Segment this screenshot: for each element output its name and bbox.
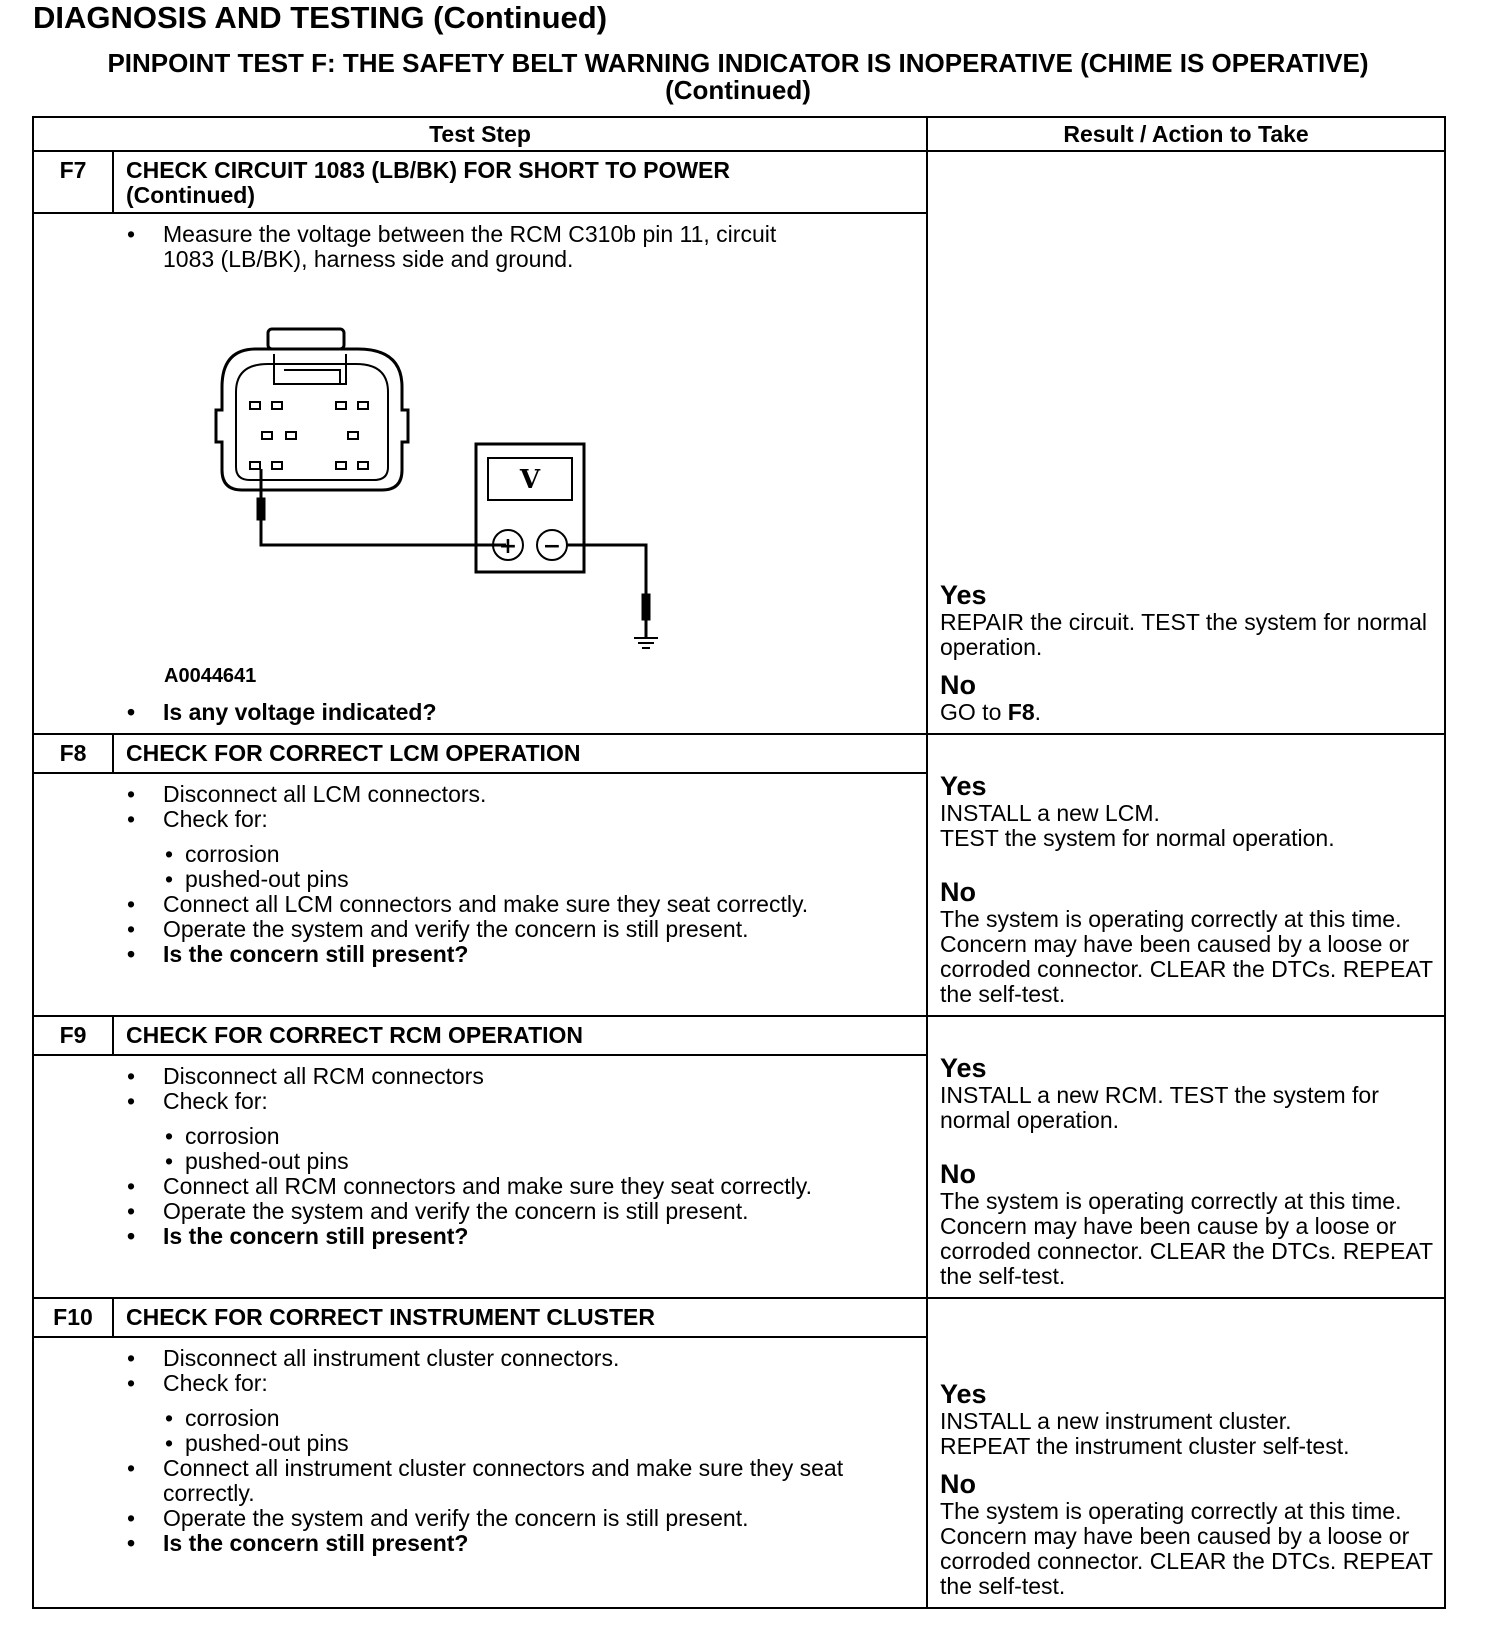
step-title-f9: CHECK FOR CORRECT RCM OPERATION bbox=[113, 1016, 927, 1055]
step-f10-title-row bbox=[33, 1298, 1445, 1337]
negative-lead bbox=[567, 545, 650, 638]
step-f9-bullet-4: • Operate the system and verify the concern is still present. bbox=[126, 1199, 916, 1224]
page-title: DIAGNOSIS AND TESTING (Continued) bbox=[33, 0, 608, 35]
step-f8-sub-1: • corrosion bbox=[163, 842, 916, 867]
step-f10-sub-1: • corrosion bbox=[163, 1406, 916, 1431]
result-f10-yes-label: Yes bbox=[940, 1379, 987, 1409]
plus-terminal-icon: + bbox=[498, 534, 518, 559]
result-f7-no-label: No bbox=[940, 670, 977, 700]
result-f7-no-ref: F8 bbox=[1007, 699, 1035, 725]
step-f8-title-row bbox=[33, 734, 1445, 773]
step-f8-sub-2: • pushed-out pins bbox=[163, 867, 916, 892]
result-f9-yes-label: Yes bbox=[940, 1053, 987, 1083]
step-f9-title-row bbox=[33, 1016, 1445, 1055]
step-f7-question: • Is any voltage indicated? bbox=[126, 700, 916, 725]
step-f10-bullet-1: • Disconnect all instrument cluster connectors. bbox=[126, 1346, 916, 1371]
step-f10-sub-2: • pushed-out pins bbox=[163, 1431, 916, 1456]
step-title-f7-line1: CHECK CIRCUIT 1083 (LB/BK) FOR SHORT TO POWER bbox=[126, 157, 730, 183]
step-f10-bullets bbox=[46, 1346, 916, 1556]
header-result-action: Result / Action to Take bbox=[927, 117, 1445, 151]
result-f8 bbox=[927, 734, 1445, 1016]
step-f8-sublist bbox=[163, 842, 916, 892]
result-f10-yes-line2: REPEAT the instrument cluster self-test. bbox=[940, 1433, 1350, 1459]
pinpoint-test-title bbox=[33, 50, 1443, 104]
step-id-f10: F10 bbox=[33, 1298, 113, 1337]
step-f9-bullet-1: • Disconnect all RCM connectors bbox=[126, 1064, 916, 1089]
diagram-svg bbox=[46, 272, 846, 692]
step-title-f10: CHECK FOR CORRECT INSTRUMENT CLUSTER bbox=[113, 1298, 927, 1337]
step-f8-bullet-2 bbox=[126, 807, 916, 892]
result-f7 bbox=[927, 151, 1445, 734]
result-f9 bbox=[927, 1016, 1445, 1298]
minus-terminal-icon: − bbox=[542, 534, 562, 559]
step-id-f7: F7 bbox=[33, 151, 113, 213]
step-f10-sublist bbox=[163, 1406, 916, 1456]
step-body-f7 bbox=[33, 213, 927, 734]
result-f7-no-text bbox=[940, 700, 1436, 725]
step-f10-bullet-4: • Operate the system and verify the concern is still present. bbox=[126, 1506, 916, 1531]
connector-icon bbox=[216, 329, 408, 490]
pinpoint-title-line2: (Continued) bbox=[665, 75, 811, 105]
voltmeter-icon bbox=[476, 444, 584, 572]
step-f8-bullet-3: • Connect all LCM connectors and make sure they seat correctly. bbox=[126, 892, 916, 917]
step-f7-title-row bbox=[33, 151, 1445, 213]
step-body-f9 bbox=[33, 1055, 927, 1299]
pinpoint-test-table bbox=[32, 116, 1446, 1609]
step-f8-question: • Is the concern still present? bbox=[126, 942, 916, 967]
step-f9-sub-2: • pushed-out pins bbox=[163, 1149, 916, 1174]
result-f10 bbox=[927, 1298, 1445, 1608]
result-f9-no-label: No bbox=[940, 1159, 977, 1189]
result-f10-no-label: No bbox=[940, 1469, 977, 1499]
step-title-f7 bbox=[113, 151, 927, 213]
result-f8-yes-line2: TEST the system for normal operation. bbox=[940, 825, 1335, 851]
result-f9-yes-text: INSTALL a new RCM. TEST the system for normal operation. bbox=[940, 1082, 1379, 1133]
result-f8-yes-line1: INSTALL a new LCM. bbox=[940, 800, 1160, 826]
step-body-f8 bbox=[33, 773, 927, 1017]
step-title-f7-line2: (Continued) bbox=[126, 182, 256, 208]
pinpoint-title-line1: PINPOINT TEST F: THE SAFETY BELT WARNING INDICATOR IS INOPERATIVE (CHIME IS OPERATIVE) bbox=[107, 48, 1369, 78]
step-f9-question: • Is the concern still present? bbox=[126, 1224, 916, 1249]
connector-voltmeter-diagram bbox=[46, 272, 916, 692]
voltmeter-label: V bbox=[519, 465, 541, 495]
result-f7-no-suffix: . bbox=[1034, 699, 1041, 725]
step-f10-bullet-3: • Connect all instrument cluster connectors and make sure they seat correctly. bbox=[126, 1456, 916, 1506]
step-f7-bullets bbox=[46, 222, 916, 272]
result-f8-yes-label: Yes bbox=[940, 771, 987, 801]
step-f9-bullet-3: • Connect all RCM connectors and make sure they seat correctly. bbox=[126, 1174, 916, 1199]
step-f8-bullet-4: • Operate the system and verify the concern is still present. bbox=[126, 917, 916, 942]
step-f7-bullet-1-line2: 1083 (LB/BK), harness side and ground. bbox=[163, 246, 574, 272]
step-body-f10 bbox=[33, 1337, 927, 1608]
result-f10-no-text: The system is operating correctly at this time. Concern may have been caused by a loose or corroded connector. CLEAR the DTCs. REPEAT the self-test. bbox=[940, 1498, 1433, 1599]
result-f9-no-text: The system is operating correctly at this time. Concern may have been cause by a loose or corroded connector. CLEAR the DTCs. REPEAT the self-test. bbox=[940, 1188, 1433, 1289]
step-f8-bullet-1: • Disconnect all LCM connectors. bbox=[126, 782, 916, 807]
step-f8-bullet-2-text: Check for: bbox=[163, 805, 268, 832]
step-f7-question-list bbox=[46, 700, 916, 725]
step-f8-bullets bbox=[46, 782, 916, 967]
step-f10-question: • Is the concern still present? bbox=[126, 1531, 916, 1556]
step-f7-bullet-1 bbox=[126, 222, 916, 272]
figure-id: A0044641 bbox=[164, 665, 257, 687]
result-f7-yes-text: REPAIR the circuit. TEST the system for normal operation. bbox=[940, 609, 1428, 660]
result-f8-no-text: The system is operating correctly at this time. Concern may have been caused by a loose or corroded connector. CLEAR the DTCs. REPEAT the self-test. bbox=[940, 906, 1433, 1007]
result-f7-no-prefix: GO to bbox=[940, 699, 1008, 725]
result-f7-yes-label: Yes bbox=[940, 580, 987, 610]
step-f9-sub-1: • corrosion bbox=[163, 1124, 916, 1149]
step-id-f9: F9 bbox=[33, 1016, 113, 1055]
result-f8-no-label: No bbox=[940, 877, 977, 907]
step-f9-bullet-2-text: Check for: bbox=[163, 1087, 268, 1114]
step-f10-bullet-2-text: Check for: bbox=[163, 1369, 268, 1396]
step-f10-bullet-2 bbox=[126, 1371, 916, 1456]
step-f9-bullet-2 bbox=[126, 1089, 916, 1174]
step-f9-bullets bbox=[46, 1064, 916, 1249]
step-f9-sublist bbox=[163, 1124, 916, 1174]
step-title-f8: CHECK FOR CORRECT LCM OPERATION bbox=[113, 734, 927, 773]
step-f7-bullet-1-line1: Measure the voltage between the RCM C310b pin 11, circuit bbox=[163, 221, 777, 247]
result-f10-yes-line1: INSTALL a new instrument cluster. bbox=[940, 1408, 1292, 1434]
ground-icon bbox=[634, 638, 658, 648]
step-id-f8: F8 bbox=[33, 734, 113, 773]
header-test-step: Test Step bbox=[33, 117, 927, 151]
table-header-row bbox=[33, 117, 1445, 151]
